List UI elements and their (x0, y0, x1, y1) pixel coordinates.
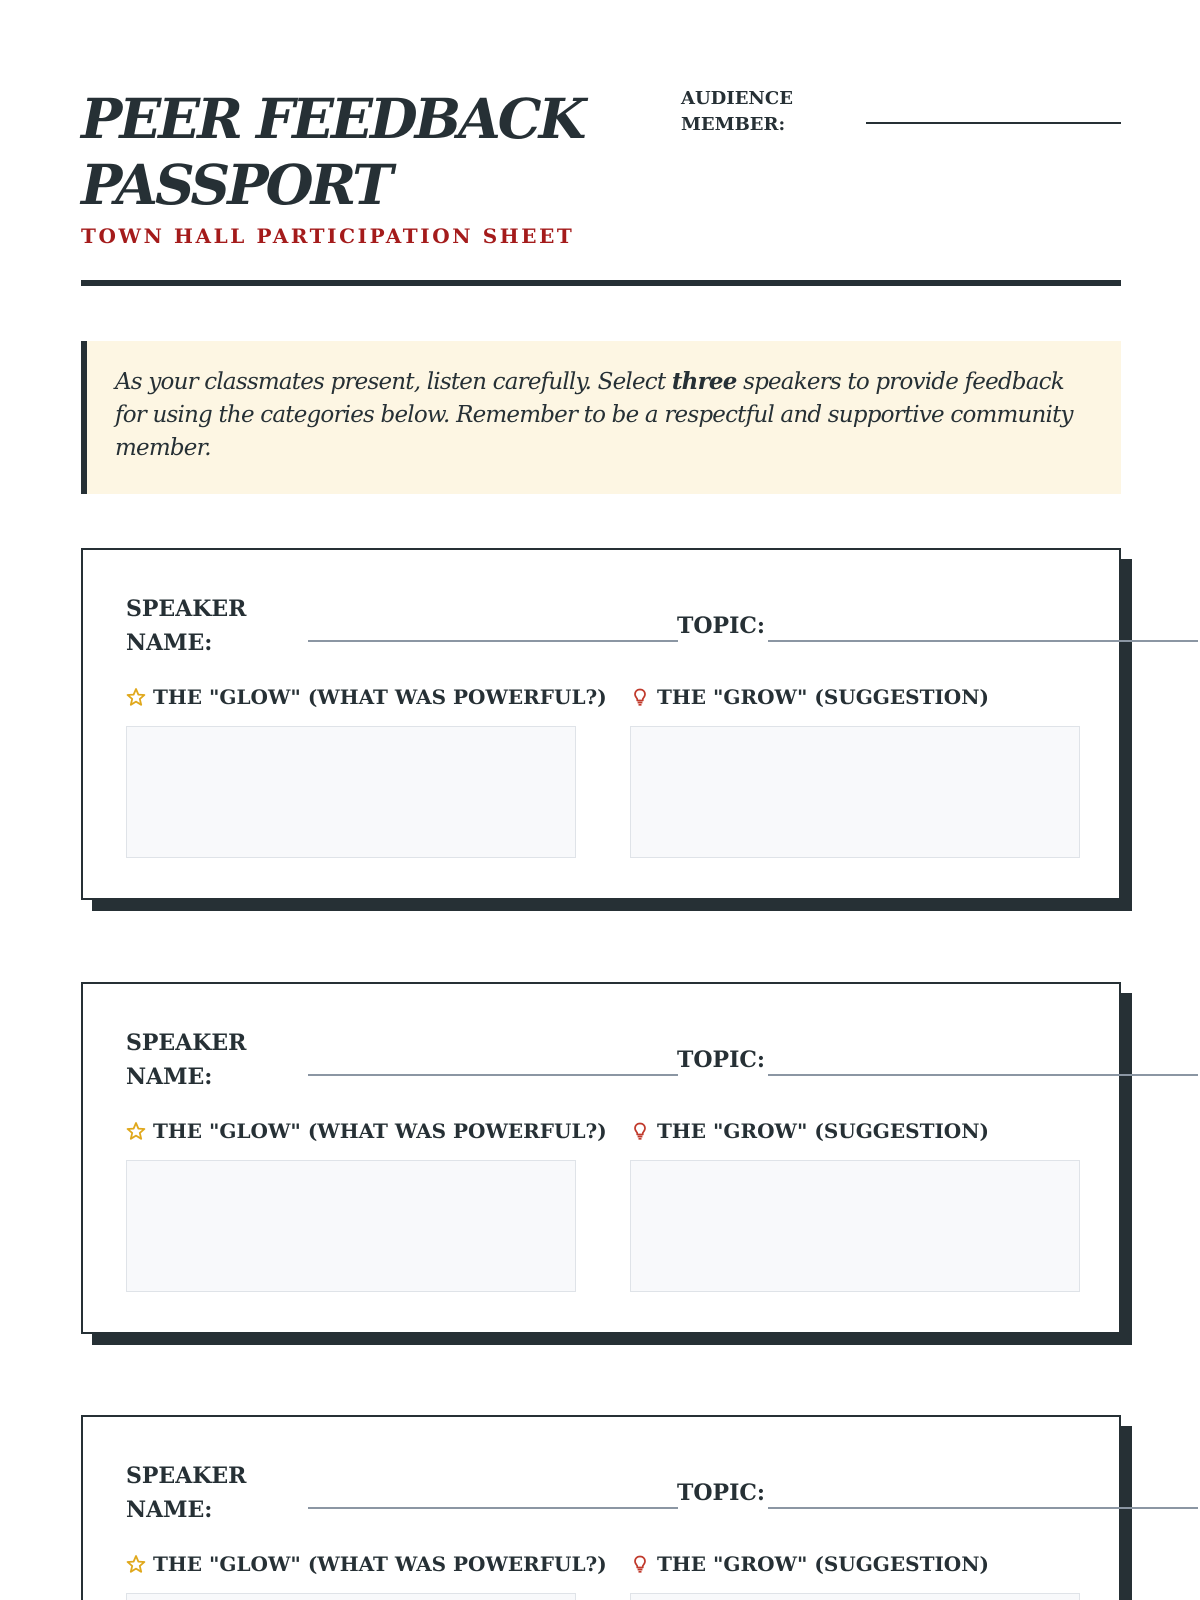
instructions-text-end: speakers to provide feedback for using the categories below. Remember to be a respectful and supportive community member. (115, 369, 1073, 461)
speaker-feedback-card (81, 548, 1121, 900)
topic-field[interactable] (768, 1074, 1198, 1076)
speaker-label-line-1: SPEAKER (126, 596, 247, 622)
grow-response-box[interactable] (630, 1160, 1080, 1292)
audience-label-line-2: MEMBER: (681, 114, 786, 135)
speaker-label-line-2: NAME: (126, 1064, 213, 1090)
topic-field[interactable] (768, 1507, 1198, 1509)
title-line-2: PASSPORT (81, 152, 391, 217)
lightbulb-icon (630, 1554, 650, 1574)
glow-response-box[interactable] (126, 1593, 576, 1600)
speaker-name-field[interactable] (308, 1507, 678, 1509)
topic-label: TOPIC: (677, 1047, 765, 1073)
glow-heading (126, 1117, 607, 1145)
speaker-label-line-1: SPEAKER (126, 1030, 247, 1056)
audience-member-field[interactable] (866, 122, 1121, 124)
speaker-name-field[interactable] (308, 640, 678, 642)
glow-response-box[interactable] (126, 726, 576, 858)
glow-heading-text: THE "GLOW" (WHAT WAS POWERFUL?) (153, 1119, 607, 1143)
lightbulb-icon (630, 687, 650, 707)
speaker-label-line-2: NAME: (126, 630, 213, 656)
speaker-label-line-2: NAME: (126, 1497, 213, 1523)
lightbulb-icon (630, 1121, 650, 1141)
grow-heading-text: THE "GROW" (SUGGESTION) (657, 685, 989, 709)
grow-heading-text: THE "GROW" (SUGGESTION) (657, 1552, 989, 1576)
grow-heading (630, 1550, 989, 1578)
grow-response-box[interactable] (630, 1593, 1080, 1600)
speaker-name-field[interactable] (308, 1074, 678, 1076)
grow-heading (630, 683, 989, 711)
speaker-label-line-1: SPEAKER (126, 1463, 247, 1489)
title-line-1: PEER FEEDBACK (81, 86, 584, 151)
speaker-feedback-card (81, 982, 1121, 1334)
audience-label-line-1: AUDIENCE (681, 88, 793, 109)
glow-response-box[interactable] (126, 1160, 576, 1292)
speaker-name-label (126, 1459, 246, 1527)
grow-response-box[interactable] (630, 726, 1080, 858)
glow-heading (126, 1550, 607, 1578)
grow-heading-text: THE "GROW" (SUGGESTION) (657, 1119, 989, 1143)
speaker-name-label (126, 1026, 246, 1094)
instructions-text-start: As your classmates present, listen carefully. Select (115, 369, 672, 395)
glow-heading-text: THE "GLOW" (WHAT WAS POWERFUL?) (153, 1552, 607, 1576)
speaker-feedback-card (81, 1415, 1121, 1600)
page-subtitle: TOWN HALL PARTICIPATION SHEET (81, 224, 575, 248)
star-icon (126, 1121, 146, 1141)
sheet-header (81, 86, 1121, 286)
speaker-name-label (126, 592, 246, 660)
header-divider (81, 280, 1121, 286)
grow-heading (630, 1117, 989, 1145)
star-icon (126, 687, 146, 707)
instructions-callout (81, 341, 1121, 494)
topic-field[interactable] (768, 640, 1198, 642)
instructions-emphasis: three (671, 368, 737, 395)
star-icon (126, 1554, 146, 1574)
topic-label: TOPIC: (677, 1480, 765, 1506)
page-title (81, 86, 681, 218)
glow-heading-text: THE "GLOW" (WHAT WAS POWERFUL?) (153, 685, 607, 709)
audience-member-label (681, 86, 793, 138)
topic-label: TOPIC: (677, 613, 765, 639)
glow-heading (126, 683, 607, 711)
